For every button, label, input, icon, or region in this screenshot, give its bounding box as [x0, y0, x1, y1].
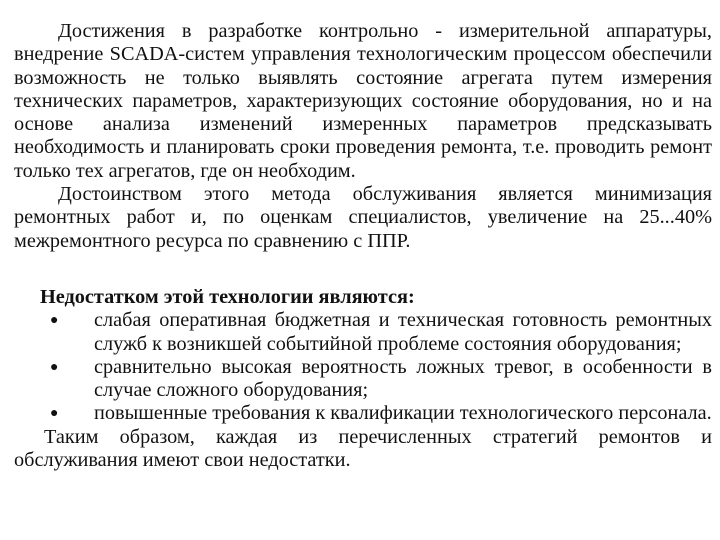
bullet-icon: ● [50, 406, 59, 422]
disadvantages-list [14, 309, 712, 425]
paragraph-achievements: Достижения в разработке контрольно - измерительной аппаратуры, внедрение SCADA-систем управления технологическим процессом обеспечили возможность не только выявлять состояние агрегата путем измерения технических параметров, характеризующих состояние оборудования, но и на основе анализа изменений измеренных параметров предсказывать необходимость и планировать сроки проведения ремонта, т.е. проводить ремонт только тех агрегатов, где он необходим. [14, 20, 712, 182]
paragraph-conclusion: Таким образом, каждая из перечисленных стратегий ремонтов и обслуживания имеют свои недостатки. [14, 425, 712, 472]
section-heading: Недостатком этой технологии являются: [40, 285, 415, 308]
list-item-text: повышенные требования к квалификации технологического персонала. [94, 402, 712, 425]
list-item [50, 402, 712, 425]
bullet-icon: ● [50, 359, 59, 375]
list-item-text: сравнительно высокая вероятность ложных тревог, в особенности в случае сложного оборудования; [94, 355, 712, 402]
document-page [14, 20, 712, 472]
paragraph-advantages: Достоинством этого метода обслуживания является минимизация ремонтных работ и, по оценкам специалистов, увеличение на 25...40% межремонтного ресурса по сравнению с ППР. [14, 183, 712, 252]
list-item-text: слабая оперативная бюджетная и техническая готовность ремонтных служб к возникшей событийной проблеме состояния оборудования; [94, 309, 712, 355]
list-item [50, 309, 712, 356]
section-spacer [14, 253, 712, 286]
bullet-icon: ● [50, 313, 59, 329]
list-item [50, 355, 712, 403]
